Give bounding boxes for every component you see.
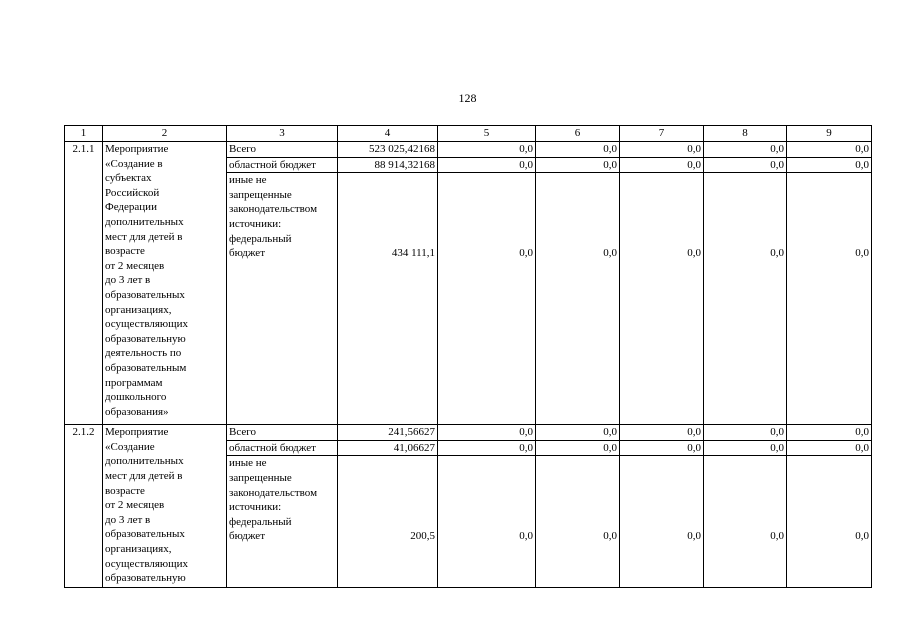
funding-source-total: Всего xyxy=(227,425,338,441)
activity-number: 2.1.2 xyxy=(65,425,103,588)
federal-value: 0,0 xyxy=(787,173,872,425)
regional-value: 41,06627 xyxy=(338,440,438,456)
funding-source-other xyxy=(227,456,338,588)
activity-name-line: Российской xyxy=(105,186,160,199)
activity-name xyxy=(103,425,227,588)
activity-name-line: осуществляющих xyxy=(105,318,188,331)
total-value: 0,0 xyxy=(787,425,872,441)
total-value: 0,0 xyxy=(704,425,787,441)
federal-value: 0,0 xyxy=(536,456,620,588)
regional-value: 0,0 xyxy=(438,440,536,456)
activity-name-line: дошкольного xyxy=(105,391,167,404)
activity-name-line: деятельность по xyxy=(105,347,182,360)
funding-source-other-line: законодательством xyxy=(229,486,318,499)
funding-source-other-line: запрещенные xyxy=(229,188,292,201)
regional-value: 0,0 xyxy=(704,440,787,456)
funding-source-total: Всего xyxy=(227,142,338,158)
column-number: 6 xyxy=(536,126,620,142)
budget-table-body xyxy=(65,126,872,588)
activity-name-line: от 2 месяцев xyxy=(105,259,165,272)
activity-total-row xyxy=(65,142,872,158)
activity-name-line: образовательных xyxy=(105,288,185,301)
total-value: 0,0 xyxy=(704,142,787,158)
funding-source-regional: областной бюджет xyxy=(227,440,338,456)
activity-name-line: мест для детей в xyxy=(105,469,183,482)
total-value: 0,0 xyxy=(438,425,536,441)
page-number: 128 xyxy=(458,91,477,105)
total-value: 0,0 xyxy=(620,425,704,441)
federal-value: 0,0 xyxy=(620,173,704,425)
funding-source-other-line: источники: xyxy=(229,501,282,514)
regional-value: 0,0 xyxy=(620,157,704,173)
activity-name xyxy=(103,142,227,425)
budget-table xyxy=(64,125,872,588)
activity-name-line: до 3 лет в xyxy=(105,274,151,287)
activity-name-line: организациях, xyxy=(105,542,172,555)
activity-name-line: до 3 лет в xyxy=(105,513,151,526)
funding-source-other-line: бюджет xyxy=(229,247,265,260)
total-value: 523 025,42168 xyxy=(338,142,438,158)
regional-value: 0,0 xyxy=(536,157,620,173)
activity-name-line: от 2 месяцев xyxy=(105,499,165,512)
column-number: 7 xyxy=(620,126,704,142)
activity-name-line: образовательную xyxy=(105,332,186,345)
federal-value: 0,0 xyxy=(787,456,872,588)
funding-source-other-line: иные не xyxy=(229,457,267,470)
activity-number: 2.1.1 xyxy=(65,142,103,425)
regional-value: 0,0 xyxy=(704,157,787,173)
funding-source-other-line: федеральный xyxy=(229,232,292,245)
regional-value: 0,0 xyxy=(438,157,536,173)
federal-value: 434 111,1 xyxy=(338,173,438,425)
activity-name-line: образовательных xyxy=(105,528,185,541)
federal-value: 0,0 xyxy=(620,456,704,588)
activity-name-line: дополнительных xyxy=(105,215,184,228)
federal-value: 0,0 xyxy=(536,173,620,425)
activity-name-line: возрасте xyxy=(105,484,145,497)
column-number: 8 xyxy=(704,126,787,142)
funding-source-other-line: федеральный xyxy=(229,515,292,528)
activity-name-line: Мероприятие xyxy=(105,426,169,439)
activity-name-line: организациях, xyxy=(105,303,172,316)
activity-name-line: субъектах xyxy=(105,172,152,185)
column-number: 3 xyxy=(227,126,338,142)
activity-name-line: «Создание xyxy=(105,440,155,453)
column-number: 9 xyxy=(787,126,872,142)
column-number: 1 xyxy=(65,126,103,142)
federal-value: 200,5 xyxy=(338,456,438,588)
activity-name-line: осуществляющих xyxy=(105,557,188,570)
activity-total-row xyxy=(65,425,872,441)
activity-name-line: образовательную xyxy=(105,572,186,585)
activity-name-line: мест для детей в xyxy=(105,230,183,243)
federal-value: 0,0 xyxy=(704,456,787,588)
federal-value: 0,0 xyxy=(438,173,536,425)
funding-source-other xyxy=(227,173,338,425)
funding-source-other-line: иные не xyxy=(229,174,267,187)
regional-value: 0,0 xyxy=(787,440,872,456)
funding-source-other-line: законодательством xyxy=(229,203,318,216)
funding-source-other-line: запрещенные xyxy=(229,471,292,484)
total-value: 0,0 xyxy=(536,142,620,158)
federal-value: 0,0 xyxy=(438,456,536,588)
funding-source-other-line: источники: xyxy=(229,217,282,230)
column-number: 4 xyxy=(338,126,438,142)
regional-value: 0,0 xyxy=(787,157,872,173)
total-value: 0,0 xyxy=(787,142,872,158)
regional-value: 0,0 xyxy=(620,440,704,456)
activity-name-line: возрасте xyxy=(105,245,145,258)
total-value: 0,0 xyxy=(438,142,536,158)
activity-name-line: Федерации xyxy=(105,201,157,214)
column-number-row xyxy=(65,126,872,142)
activity-name-line: Мероприятие xyxy=(105,143,169,155)
activity-name-line: программам xyxy=(105,376,163,389)
total-value: 241,56627 xyxy=(338,425,438,441)
column-number: 2 xyxy=(103,126,227,142)
column-number: 5 xyxy=(438,126,536,142)
federal-value: 0,0 xyxy=(704,173,787,425)
regional-value: 88 914,32168 xyxy=(338,157,438,173)
total-value: 0,0 xyxy=(536,425,620,441)
total-value: 0,0 xyxy=(620,142,704,158)
funding-source-other-line: бюджет xyxy=(229,530,265,543)
activity-name-line: образования» xyxy=(105,405,169,418)
regional-value: 0,0 xyxy=(536,440,620,456)
funding-source-regional: областной бюджет xyxy=(227,157,338,173)
activity-name-line: образовательным xyxy=(105,361,187,374)
activity-name-line: дополнительных xyxy=(105,455,184,468)
activity-name-line: «Создание в xyxy=(105,157,163,170)
